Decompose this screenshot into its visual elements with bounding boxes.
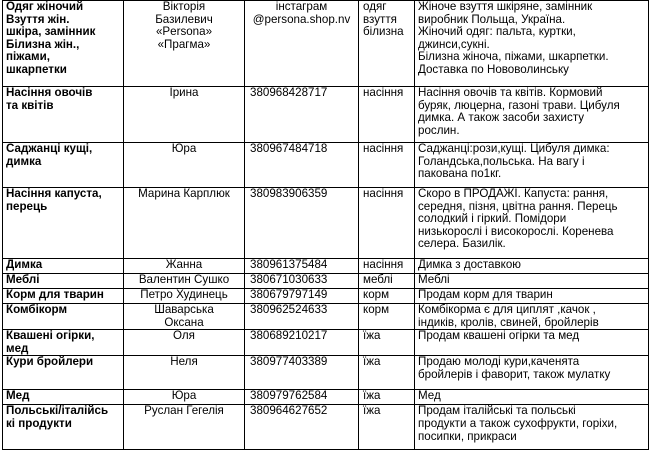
type-cell — [359, 304, 415, 330]
contact-cell — [124, 289, 245, 304]
contact-line: Валентин Сушко — [138, 273, 230, 286]
description-cell — [415, 274, 649, 289]
category-line: Мед — [6, 389, 30, 403]
description-line: буряк, люцерна, газоні трави. Цибуля — [418, 98, 620, 112]
phone-cell — [245, 330, 359, 356]
type-cell — [359, 259, 415, 274]
type-line: їжа — [363, 389, 381, 403]
phone-cell — [245, 405, 359, 450]
vendors-table — [2, 0, 649, 450]
category-line: та квітів — [6, 98, 54, 112]
table-row — [3, 356, 649, 390]
phone-cell — [245, 259, 359, 274]
type-cell — [359, 356, 415, 390]
category-line: димка — [6, 154, 42, 168]
type-line: меблі — [363, 273, 393, 286]
table-row — [3, 259, 649, 274]
contact-cell — [124, 87, 245, 143]
contact-cell — [124, 274, 245, 289]
contact-cell — [124, 1, 245, 87]
description-line: Насіння овочів та квітів. Кормовий — [418, 86, 603, 99]
table-row — [3, 289, 649, 304]
phone-line: 380962524633 — [250, 303, 328, 316]
contact-cell — [124, 405, 245, 450]
table-row — [3, 274, 649, 289]
description-line: Димка з доставкою — [418, 258, 521, 271]
description-cell — [415, 405, 649, 450]
description-line: селера. Базилік. — [418, 237, 506, 251]
category-cell — [3, 304, 124, 330]
description-line: Саджанці:рози,кущі. Цибуля димка: — [418, 142, 610, 155]
category-line: Меблі — [6, 273, 40, 286]
description-cell — [415, 87, 649, 143]
description-cell — [415, 304, 649, 330]
contact-cell — [124, 390, 245, 405]
phone-cell — [245, 188, 359, 259]
type-line: корм — [363, 303, 390, 316]
type-cell — [359, 289, 415, 304]
description-line: Продам італійські та польські — [418, 404, 576, 418]
description-cell — [415, 289, 649, 304]
description-line: виробник Польща, Україна. — [418, 12, 566, 26]
category-cell — [3, 188, 124, 259]
description-line: низькорослі і високорослі. Коренева — [418, 224, 614, 238]
phone-line: 380979762584 — [250, 389, 328, 403]
category-cell — [3, 259, 124, 274]
category-cell — [3, 143, 124, 188]
table-row — [3, 1, 649, 87]
table-row — [3, 330, 649, 356]
category-line: Саджанці кущі, — [6, 142, 93, 155]
category-cell — [3, 1, 124, 87]
description-cell — [415, 356, 649, 390]
type-line: білизна — [363, 25, 404, 39]
contact-line: Вікторія — [162, 0, 206, 13]
description-line: Комбікорма є для циплят ,качок , — [418, 303, 596, 316]
description-line: Меблі — [418, 273, 450, 286]
phone-line: інстаграм — [275, 0, 328, 13]
type-cell — [359, 1, 415, 87]
description-line: Продаю молоді кури,каченята — [418, 355, 580, 369]
phone-line: 380967484718 — [250, 142, 328, 155]
contact-line: Базилевич — [155, 12, 213, 26]
phone-line: 380961375484 — [250, 258, 328, 271]
type-cell — [359, 274, 415, 289]
category-line: Комбікорм — [6, 303, 68, 316]
phone-cell — [245, 1, 359, 87]
description-line: індиків, кролів, свиней, бройлерів — [418, 315, 599, 329]
category-line: Одяг жіночий — [6, 0, 84, 13]
phone-cell — [245, 87, 359, 143]
phone-cell — [245, 289, 359, 304]
category-line: Кури бройлери — [6, 355, 94, 369]
phone-cell — [245, 274, 359, 289]
phone-line: 380679797149 — [250, 288, 328, 301]
phone-line: 380968428717 — [250, 86, 328, 99]
type-cell — [359, 405, 415, 450]
category-cell — [3, 289, 124, 304]
type-cell — [359, 390, 415, 405]
type-cell — [359, 330, 415, 356]
description-cell — [415, 330, 649, 356]
description-line: Продам квашені огірки та мед — [418, 329, 580, 343]
description-line: Продам корм для тварин — [418, 288, 553, 301]
table-row — [3, 405, 649, 450]
type-line: насіння — [363, 86, 404, 99]
description-cell — [415, 390, 649, 405]
phone-cell — [245, 356, 359, 390]
category-cell — [3, 87, 124, 143]
contact-line: Марина Карплюк — [138, 187, 230, 200]
category-line: Насіння капуста, — [6, 187, 102, 200]
contact-cell — [124, 304, 245, 330]
category-line: Польські/італійсь — [6, 404, 109, 418]
category-line: піжами, — [6, 50, 50, 64]
contact-line: Оксана — [164, 315, 204, 329]
category-line: кі продукти — [6, 416, 72, 430]
phone-cell — [245, 304, 359, 330]
category-line: Білизна жін., — [6, 37, 80, 51]
category-line: шкіра, замінник — [6, 25, 96, 39]
category-line: Взуття жін. — [6, 12, 70, 26]
phone-line: 380671030633 — [250, 273, 328, 286]
description-cell — [415, 1, 649, 87]
type-line: насіння — [363, 187, 404, 200]
contact-line: Юра — [171, 389, 197, 403]
type-line: одяг — [363, 0, 387, 13]
description-cell — [415, 143, 649, 188]
description-line: бройлерів і фаворит, також мулатку — [418, 367, 611, 381]
description-line: Доставка по Нововолинську — [418, 62, 569, 76]
description-line: пакована по1кг. — [418, 167, 502, 181]
phone-cell — [245, 390, 359, 405]
type-line: насіння — [363, 258, 404, 271]
contact-line: Ірина — [169, 86, 199, 99]
phone-line: 380983906359 — [250, 187, 328, 200]
description-line: димка. А також засоби захисту — [418, 111, 585, 125]
category-cell — [3, 330, 124, 356]
contact-line: «Persona» — [155, 25, 213, 39]
contact-cell — [124, 143, 245, 188]
table-row — [3, 143, 649, 188]
table-row — [3, 304, 649, 330]
phone-line: 380977403389 — [250, 355, 328, 369]
type-line: корм — [363, 288, 390, 301]
phone-line: @persona.shop.nv — [252, 12, 351, 26]
type-cell — [359, 188, 415, 259]
table-row — [3, 87, 649, 143]
type-line: їжа — [363, 329, 381, 343]
contact-cell — [124, 356, 245, 390]
contact-line: Жанна — [165, 258, 203, 271]
contact-line: Руслан Гегелія — [144, 404, 224, 418]
type-line: їжа — [363, 404, 381, 418]
phone-line: 380689210217 — [250, 329, 328, 343]
contact-line: Шаварська — [154, 303, 214, 316]
description-line: середня, пізня, цвітна рання. Перець — [418, 199, 618, 213]
description-line: Жіноче взуття шкіряне, замінник — [418, 0, 593, 13]
type-line: взуття — [363, 12, 397, 26]
contact-line: Неля — [170, 355, 198, 369]
description-line: джинси,сукні. — [418, 37, 490, 51]
type-cell — [359, 87, 415, 143]
contact-line: Юра — [171, 142, 197, 155]
description-line: Білизна жіноча, піжами, шкарпетки. — [418, 50, 609, 64]
description-line: посипки, прикраси — [418, 429, 517, 443]
category-cell — [3, 405, 124, 450]
category-line: Корм для тварин — [6, 288, 104, 301]
contact-line: Оля — [173, 329, 195, 343]
contact-line: «Прагма» — [157, 37, 211, 51]
contact-cell — [124, 259, 245, 274]
description-line: Мед — [418, 389, 441, 403]
contact-cell — [124, 188, 245, 259]
table-row — [3, 188, 649, 259]
category-line: Насіння овочів — [6, 86, 93, 99]
category-line: перець — [6, 199, 48, 213]
category-line: мед — [6, 341, 29, 355]
table-row — [3, 390, 649, 405]
phone-cell — [245, 143, 359, 188]
category-cell — [3, 390, 124, 405]
category-line: Димка — [6, 258, 43, 271]
type-line: їжа — [363, 355, 381, 369]
contact-line: Петро Худинець — [140, 288, 228, 301]
description-line: Голандська,польська. На вагу і — [418, 154, 585, 168]
phone-line: 380964627652 — [250, 404, 328, 418]
type-cell — [359, 143, 415, 188]
category-cell — [3, 274, 124, 289]
category-line: Квашені огірки, — [6, 329, 95, 343]
description-line: продукти а також сухофрукти, горіхи, — [418, 416, 618, 430]
description-line: Скоро в ПРОДАЖІ. Капуста: рання, — [418, 187, 609, 200]
vendors-table-body — [3, 1, 649, 450]
description-line: рослин. — [418, 123, 460, 137]
contact-cell — [124, 330, 245, 356]
description-line: солодкий і гіркий. Помідори — [418, 212, 567, 226]
description-cell — [415, 188, 649, 259]
type-line: насіння — [363, 142, 404, 155]
description-line: Жіночий одяг: пальта, куртки, — [418, 25, 576, 39]
category-line: шкарпетки — [6, 62, 67, 76]
description-cell — [415, 259, 649, 274]
category-cell — [3, 356, 124, 390]
